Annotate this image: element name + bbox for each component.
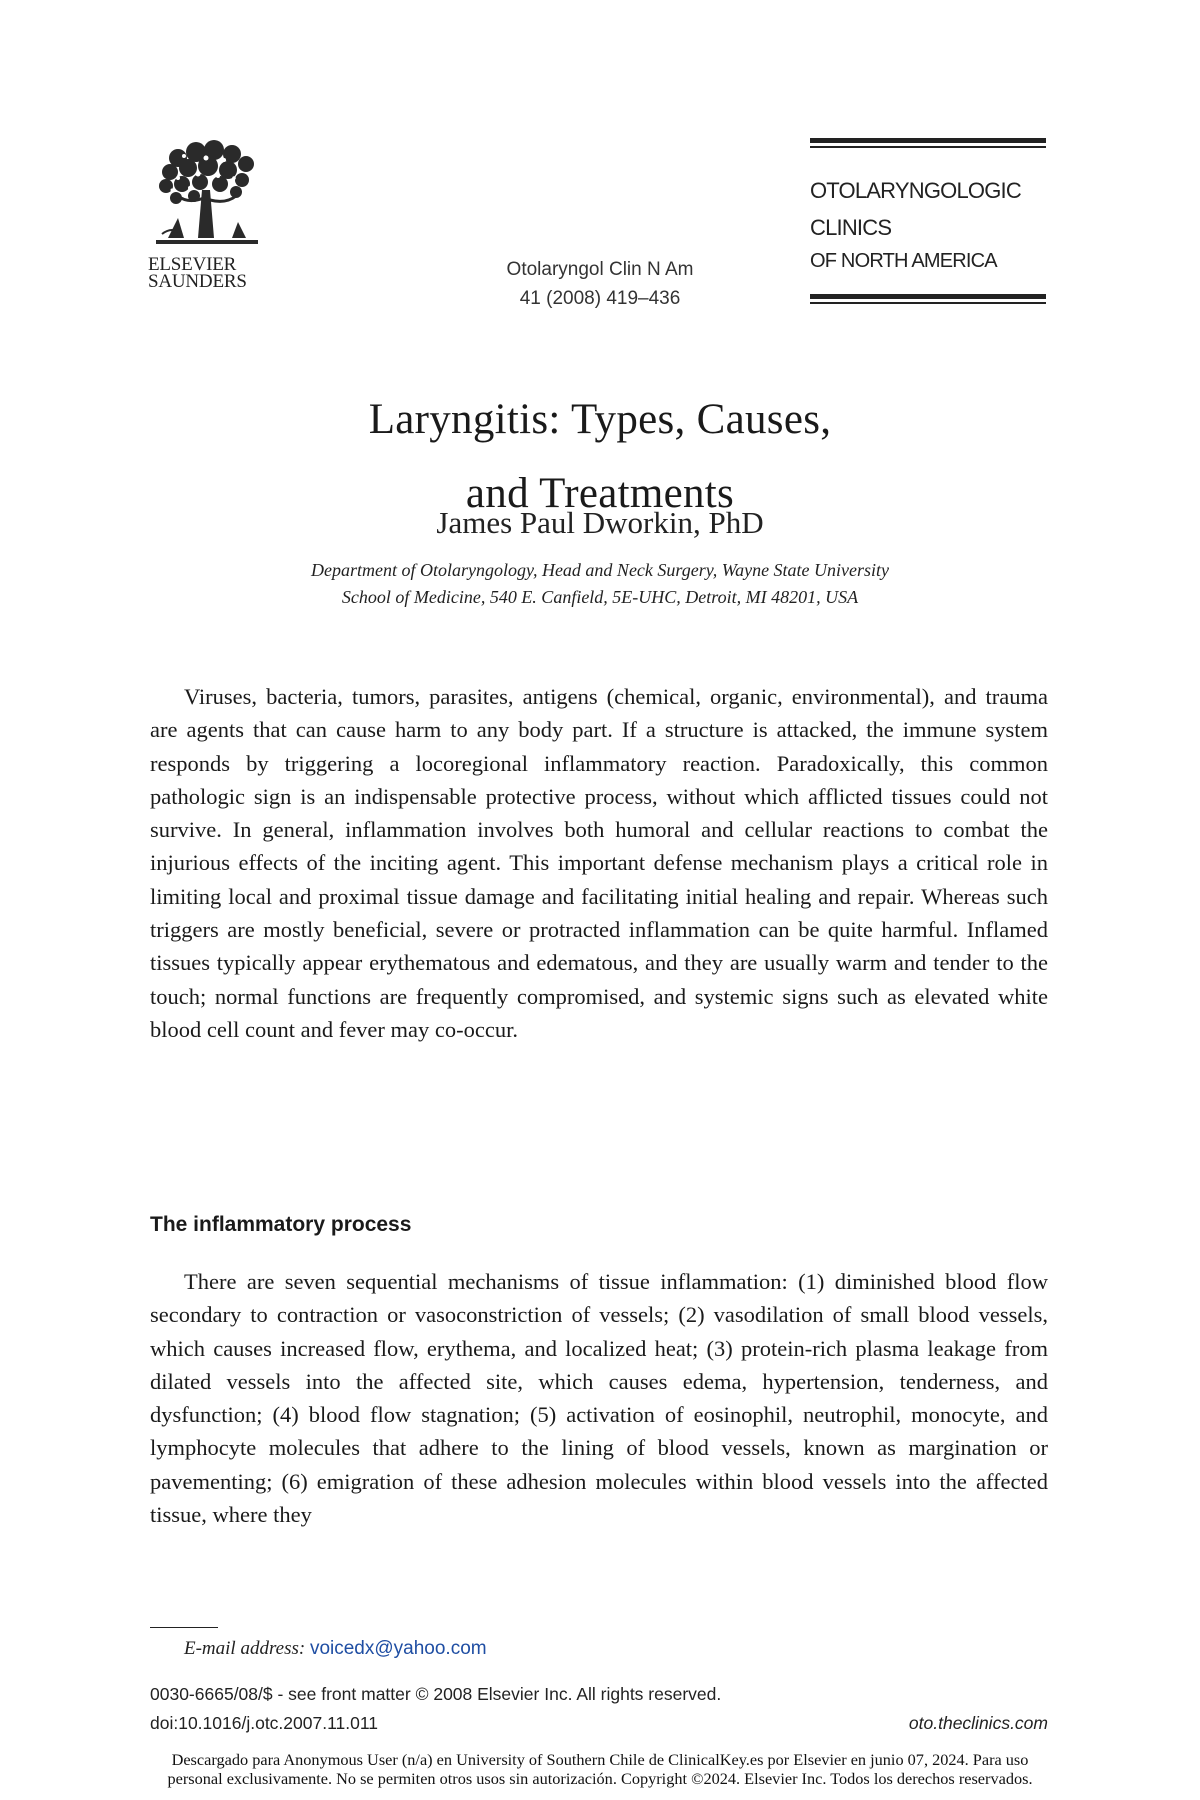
download-notice: [60, 1750, 1140, 1788]
publisher-name-line2: SAUNDERS: [148, 271, 247, 292]
journal-volume-pages: 41 (2008) 419–436: [519, 288, 681, 309]
download-notice-line-2: personal exclusivamente. No se permiten otros usos sin autorización. Copyright ©2024. Elsevier Inc. Todos los derechos reservados.: [167, 1769, 1033, 1788]
author-email-footnote: [184, 1638, 487, 1660]
article-author: James Paul Dworkin, PhD: [436, 505, 764, 540]
article-title-line-1: Laryngitis: Types, Causes,: [368, 396, 832, 443]
section-heading: The inflammatory process: [150, 1213, 412, 1236]
doi-line: doi:10.1016/j.otc.2007.11.011: [150, 1713, 379, 1733]
journal-name: Otolaryngol Clin N Am: [506, 259, 694, 280]
journal-website[interactable]: oto.theclinics.com: [908, 1713, 1048, 1733]
masthead-bottom-rule: [810, 294, 1046, 304]
author-email-link[interactable]: voicedx@yahoo.com: [309, 1638, 487, 1659]
inflammatory-process-section: [150, 1265, 1048, 1531]
article-title-line-2: and Treatments: [465, 470, 735, 517]
elsevier-tree-icon: [148, 138, 266, 250]
author-affiliation: [170, 557, 1030, 611]
publisher-name-line1: ELSEVIER: [148, 254, 237, 275]
download-notice-line-1: Descargado para Anonymous User (n/a) en University of Southern Chile de ClinicalKey.es por Elsevier en junio 07, 2024. Para uso: [171, 1750, 1029, 1769]
masthead-line-3: OF NORTH AMERICA: [810, 250, 997, 272]
affiliation-line-2: School of Medicine, 540 E. Canfield, 5E-UHC, Detroit, MI 48201, USA: [341, 587, 859, 607]
intro-paragraph: Viruses, bacteria, tumors, parasites, antigens (chemical, organic, environmental), and trauma are agents that can cause harm to any body part. If a structure is attacked, the immune system responds by triggering a locoregional inflammatory reaction. Paradoxically, this common pathologic sign is an indispensable protective process, without which afflicted tissues could not survive. In general, inflammation involves both humoral and cellular reactions to combat the injurious effects of the inciting agent. This important defense mechanism plays a critical role in limiting local and proximal tissue damage and facilitating initial healing and repair. Whereas such triggers are mostly beneficial, severe or protracted inflammation can be quite harmful. Inflamed tissues typically appear erythematous and edematous, and they are usually warm and tender to the touch; normal functions are frequently compromised, and systemic signs such as elevated white blood cell count and fever may co-occur.: [150, 684, 1048, 1042]
email-label: E-mail address:: [184, 1638, 306, 1659]
journal-masthead: [810, 138, 1046, 304]
intro-section: [150, 680, 1048, 1046]
masthead-line-1: OTOLARYNGOLOGIC: [810, 178, 1021, 203]
elsevier-logo: [148, 138, 270, 292]
section-paragraph: There are seven sequential mechanisms of tissue inflammation: (1) diminished blood flow secondary to contraction or vasoconstriction of vessels; (2) vasodilation of small blood vessels, which causes increased flow, erythema, and localized heat; (3) protein-rich plasma leakage from dilated vessels into the affected site, which causes edema, hypertension, tenderness, and dysfunction; (4) blood flow stagnation; (5) activation of eosinophil, neutrophil, monocyte, and lymphocyte molecules that adhere to the lining of blood vessels, known as margination or pavementing; (6) emigration of these adhesion molecules within blood vessels into the affected tissue, where they: [150, 1269, 1048, 1528]
affiliation-line-1: Department of Otolaryngology, Head and Neck Surgery, Wayne State University: [310, 560, 890, 580]
copyright-line: 0030-6665/08/$ - see front matter © 2008 Elsevier Inc. All rights reserved.: [150, 1684, 722, 1704]
footnote-divider: [150, 1627, 218, 1628]
masthead-top-rule: [810, 138, 1046, 148]
masthead-line-2: CLINICS: [810, 215, 892, 240]
journal-citation: [460, 255, 740, 313]
